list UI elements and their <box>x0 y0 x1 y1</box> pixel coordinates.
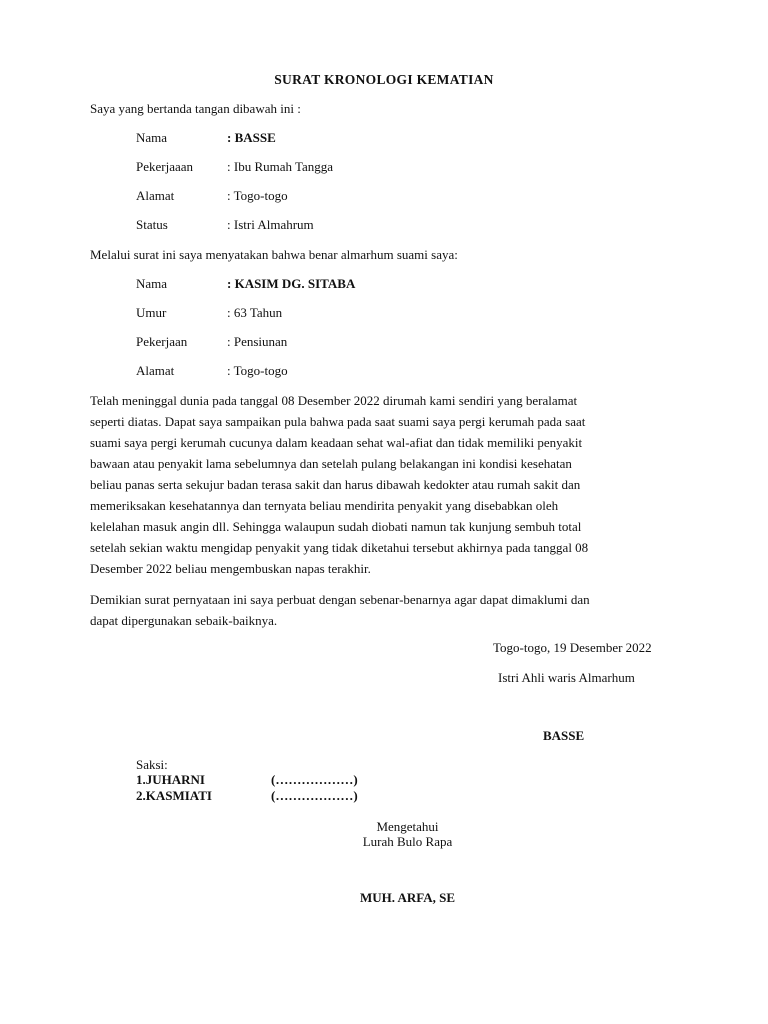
deceased-age-value: : 63 Tahun <box>227 305 283 320</box>
chronology-line: memeriksakan kesehatannya dan ternyata beliau mendirita penyakit yang disebabkan oleh <box>90 498 559 513</box>
signer-role: Istri Ahli waris Almarhum <box>498 670 635 685</box>
chronology-line: Telah meninggal dunia pada tanggal 08 Desember 2022 dirumah kami sendiri yang beralamat <box>90 393 578 408</box>
signer-name: BASSE <box>543 728 585 743</box>
declarant-status-label: Status <box>136 217 168 232</box>
place-date: Togo-togo, 19 Desember 2022 <box>493 640 652 655</box>
chronology-line: Desember 2022 beliau mengembuskan napas terakhir. <box>90 561 371 576</box>
witness-1-name: 1.JUHARNI <box>136 772 205 787</box>
witness-1-signature: (………………) <box>271 772 358 787</box>
declarant-address-value: : Togo-togo <box>227 188 288 203</box>
declarant-job-value: : Ibu Rumah Tangga <box>227 159 334 174</box>
closing-line: Demikian surat pernyataan ini saya perbuat dengan sebenar-benarnya agar dapat dimaklumi dan <box>90 592 590 607</box>
document-title: SURAT KRONOLOGI KEMATIAN <box>274 72 494 87</box>
deceased-address-value: : Togo-togo <box>227 363 288 378</box>
statement-intro: Melalui surat ini saya menyatakan bahwa benar almarhum suami saya: <box>90 247 458 262</box>
deceased-age-label: Umur <box>136 305 167 320</box>
deceased-address-label: Alamat <box>136 363 175 378</box>
chronology-paragraph <box>90 390 690 579</box>
witness-2-name: 2.KASMIATI <box>136 788 212 803</box>
declarant-name-value: : BASSE <box>227 130 276 145</box>
chronology-line: kelelahan masuk angin dll. Sehingga walaupun sudah diobati namun tak kunjung sembuh total <box>90 519 582 534</box>
declarant-status-value: : Istri Almahrum <box>227 217 314 232</box>
closing-line: dapat dipergunakan sebaik-baiknya. <box>90 613 278 628</box>
closing-paragraph <box>90 589 690 631</box>
chronology-line: bawaan atau penyakit lama sebelumnya dan setelah pulang belakangan ini kondisi kesehatan <box>90 456 572 471</box>
approval-name: MUH. ARFA, SE <box>359 890 456 905</box>
deceased-job-value: : Pensiunan <box>227 334 288 349</box>
chronology-line: beliau panas serta sekujur badan terasa sakit dan harus dibawah kedokter atau rumah sakit dan <box>90 477 581 492</box>
approval-office: Lurah Bulo Rapa <box>362 834 453 849</box>
witness-2-signature: (………………) <box>271 788 358 803</box>
declarant-job-label: Pekerjaaan <box>136 159 194 174</box>
deceased-name-label: Nama <box>136 276 168 291</box>
witness-heading: Saksi: <box>136 757 168 772</box>
deceased-job-label: Pekerjaan <box>136 334 188 349</box>
deceased-name-value: : KASIM DG. SITABA <box>227 276 356 291</box>
chronology-line: seperti diatas. Dapat saya sampaikan pula bahwa pada saat suami saya pergi kerumah pada saat <box>90 414 586 429</box>
chronology-line: suami saya pergi kerumah cucunya dalam keadaan sehat wal-afiat dan tidak memiliki penyakit <box>90 435 583 450</box>
declarant-name-label: Nama <box>136 130 168 145</box>
approval-label: Mengetahui <box>376 819 439 834</box>
declarant-address-label: Alamat <box>136 188 175 203</box>
chronology-line: setelah sekian waktu mengidap penyakit yang tidak diketahui tersebut akhirnya pada tanggal 08 <box>90 540 589 555</box>
intro-text: Saya yang bertanda tangan dibawah ini : <box>90 101 301 116</box>
